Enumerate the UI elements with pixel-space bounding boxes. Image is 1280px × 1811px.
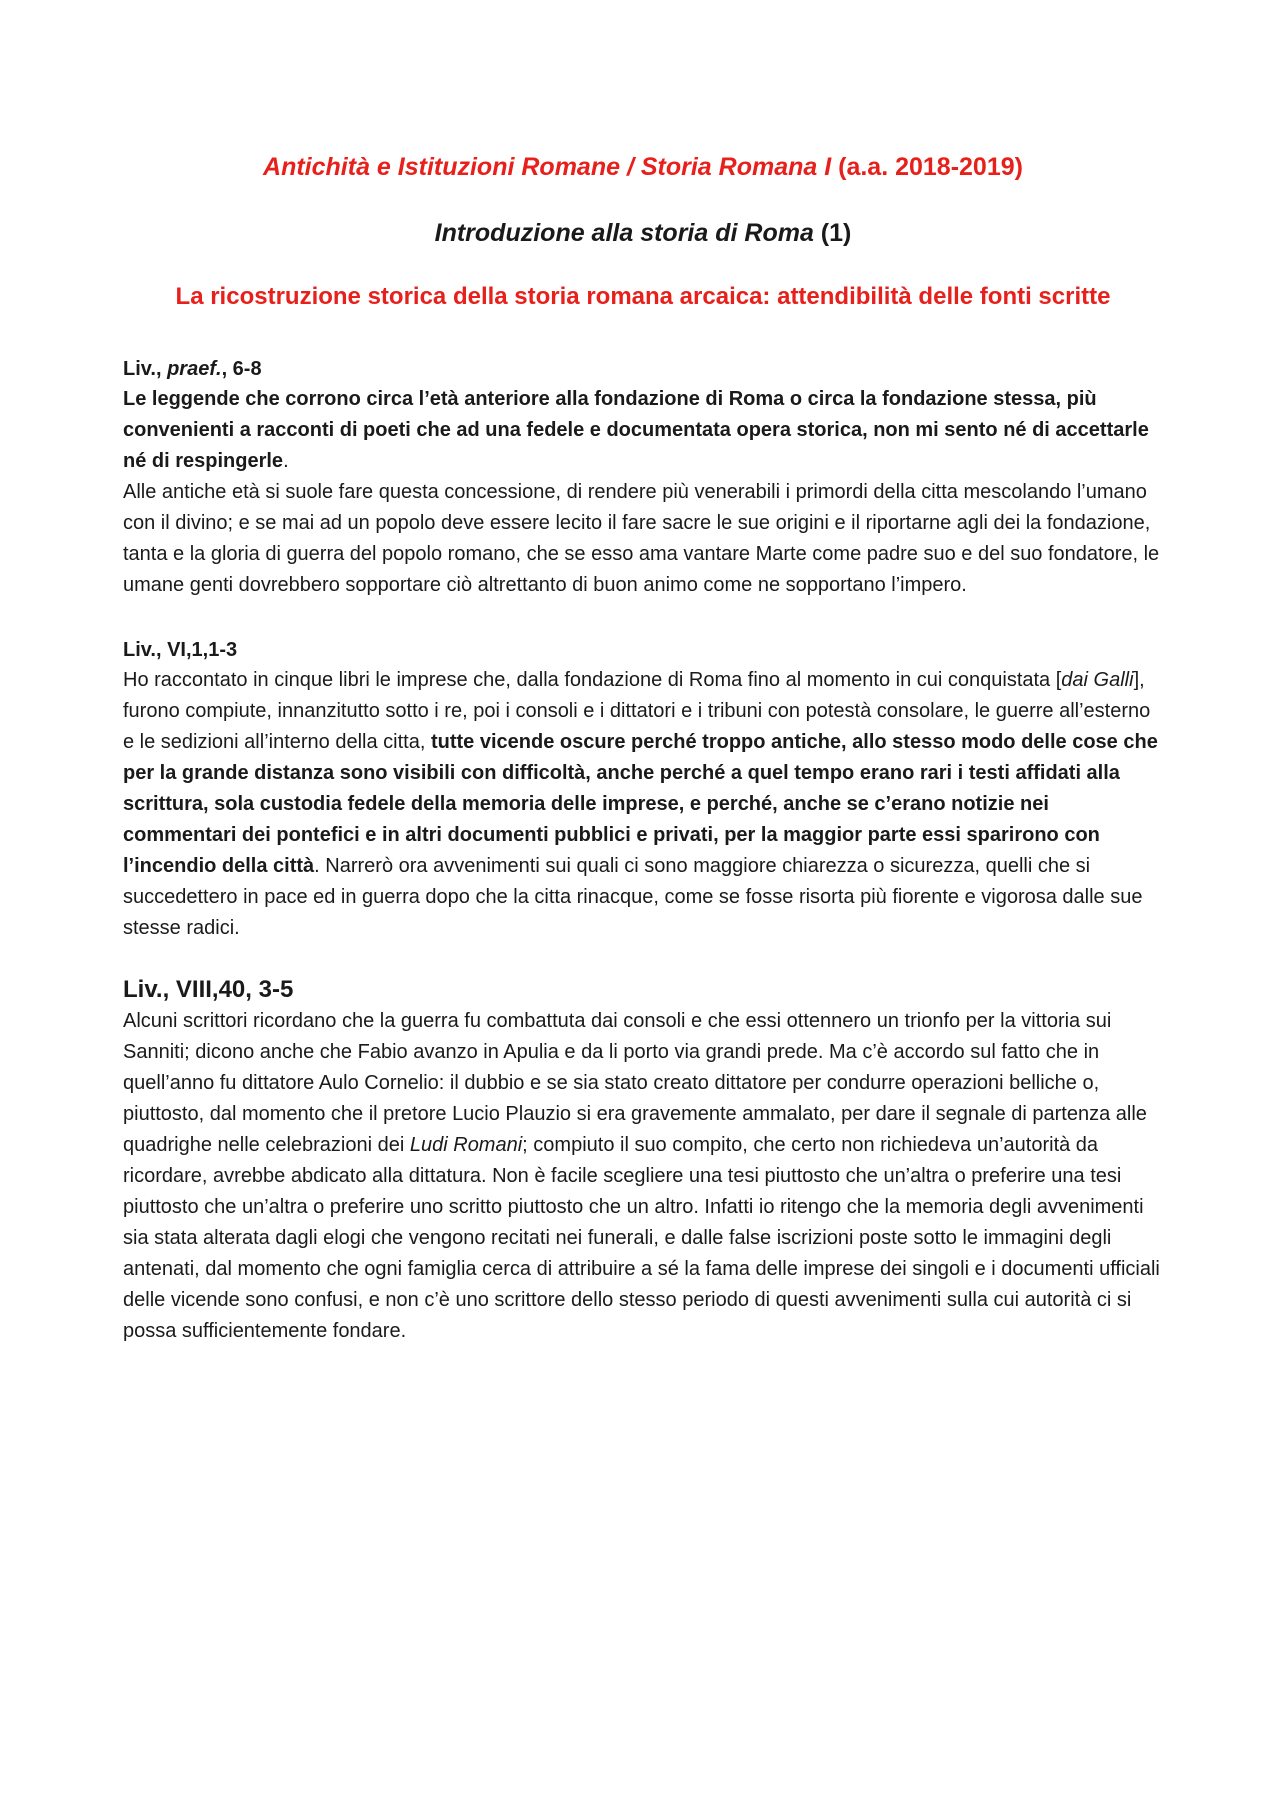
source-ref-suffix: , 6-8 <box>221 358 262 380</box>
bold-passage: Le leggende che corrono circa l’età anteriore alla fondazione di Roma o circa la fondazione stessa, più convenienti a racconti di poeti che ad una fedele e documentata opera storica, non mi sento né di accettarle né di respingerle <box>123 388 1149 472</box>
bold-passage-end: . <box>283 450 289 472</box>
document-title <box>123 150 1163 184</box>
passage-part-b: ], furono compiute, innanzitutto sotto i re, poi i consoli e i dittatori e i tribuni con potestà consolare, le guerre all’esterno e le sedizioni all’interno della citta, <box>123 669 1151 753</box>
bold-passage: tutte vicende oscure perché troppo antiche, allo stesso modo delle cose che per la grande distanza sono visibili con difficoltà, anche perché a quel tempo erano rari i testi affidati alla scrittura, sola custodia fedele della memoria delle imprese, e perché, anche se c’erano notizie nei commentari dei pontefici e in altri documenti pubblici e privati, per la maggior parte essi sparirono con l’incendio della città <box>123 731 1158 877</box>
academic-year: (a.a. 2018-2019) <box>831 153 1023 181</box>
passage-part-b: ; compiuto il suo compito, che certo non richiedeva un’autorità da ricordare, avrebbe abdicato alla dittatura. Non è facile scegliere una tesi piuttosto che un’altra o preferire una tesi piuttosto che un’altra o preferire uno scritto piuttosto che un altro. Infatti io ritengo che la memoria degli avvenimenti sia stata alterata dagli elogi che vengono recitati nei funerali, e dalle false iscrizioni poste sotto le immagini degli antenati, dal momento che ogni famiglia cerca di attribuire a sé la fama delle imprese dei singoli e i documenti ufficiali delle vicende sono confusi, e non c’è uno scrittore dello stesso periodo di questi avvenimenti sulla cui autorità ci si possa sufficientemente fondare. <box>123 1134 1160 1342</box>
source-reference: Liv., VIII,40, 3-5 <box>123 976 294 1003</box>
source-block-viii <box>123 974 1163 1347</box>
document-subtitle <box>123 216 1163 250</box>
source-quote-text: Alle antiche età si suole fare questa concessione, di rendere più venerabili i primordi della citta mescolando l’umano con il divino; e se mai ad un popolo deve essere lecito il fare sacre le sue origini e il riportarne agli dei la fondazione, tanta e la gloria di guerra del popolo romano, che se esso ama vantare Marte come padre suo e del suo fondatore, le umane genti dovrebbero sopportare ciò altrettanto di buon animo come ne sopportano l’impero. <box>123 481 1160 596</box>
source-reference <box>123 354 1163 384</box>
source-ref-italic: praef. <box>167 358 222 380</box>
passage-part-a: Ho raccontato in cinque libri le imprese che, dalla fondazione di Roma fino al momento in cui conquistata [ <box>123 669 1062 691</box>
source-reference: Liv., VI,1,1-3 <box>123 639 238 661</box>
document-page <box>123 150 1163 1347</box>
source-ref-prefix: Liv., <box>123 358 168 380</box>
passage-part-a: Alcuni scrittori ricordano che la guerra fu combattuta dai consoli e che essi ottennero un trionfo per la vittoria sui Sanniti; dicono anche che Fabio avanzo in Apulia e da li porto via grandi prede. Ma c’è accordo sul fatto che in quell’anno fu dittatore Aulo Cornelio: il dubbio e se sia stato creato dittatore per condurre operazioni belliche o, piuttosto, dal momento che il pretore Lucio Plauzio si era gravemente ammalato, per dare il segnale di partenza alle quadrighe nelle celebrazioni dei <box>123 1010 1147 1156</box>
source-quote-bold <box>123 384 1163 477</box>
source-quote-text <box>123 665 1163 944</box>
source-block-praef <box>123 354 1163 601</box>
section-heading: La ricostruzione storica della storia romana arcaica: attendibilità delle fonti scritte <box>175 283 1111 310</box>
passage-italic: Ludi Romani <box>409 1134 523 1156</box>
course-title: Antichità e Istituzioni Romane / Storia Romana I <box>263 153 832 181</box>
passage-italic: dai Galli <box>1061 669 1134 691</box>
source-quote-text <box>123 1006 1163 1347</box>
passage-part-c: . Narrerò ora avvenimenti sui quali ci sono maggiore chiarezza o sicurezza, quelli che si succedettero in pace ed in guerra dopo che la citta rinacque, come se fosse risorta più fiorente e vigorosa dalle sue stesse radici. <box>123 855 1143 939</box>
source-block-vi <box>123 635 1163 944</box>
lesson-number: (1) <box>813 219 852 247</box>
lesson-title: Introduzione alla storia di Roma <box>434 219 814 247</box>
